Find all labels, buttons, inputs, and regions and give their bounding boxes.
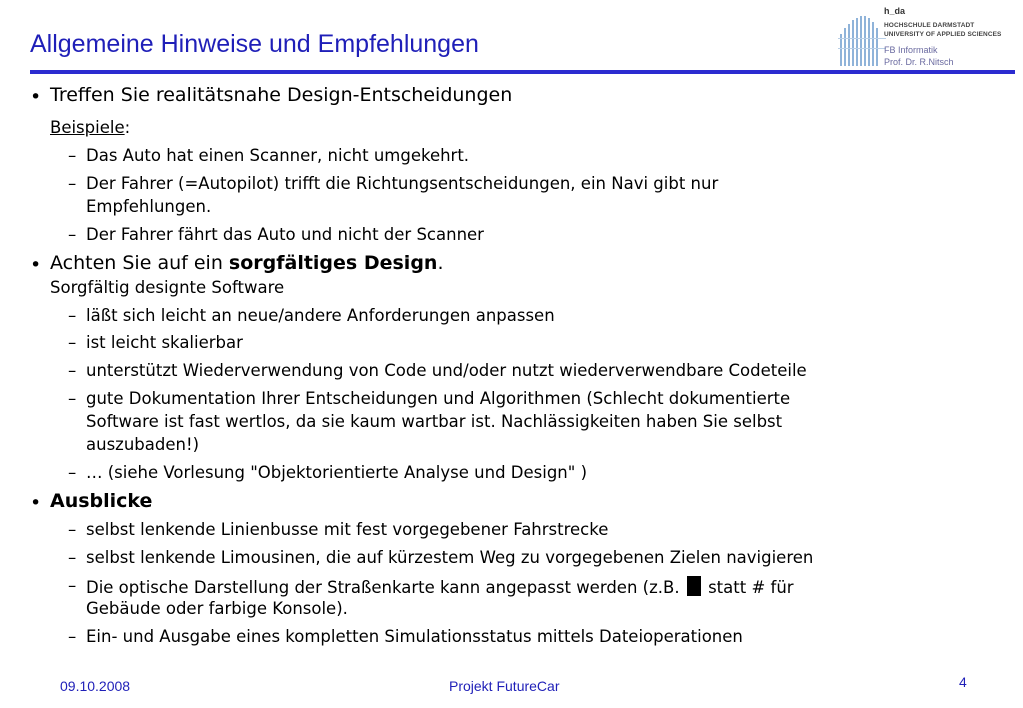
list-item: selbst lenkende Limousinen, die auf kürzestem Weg zu vorgegebenen Zielen navigieren bbox=[86, 548, 814, 567]
list-item: … (siehe Vorlesung "Objektorientierte Analyse und Design" ) bbox=[86, 463, 588, 482]
example-label-text: Beispiele bbox=[50, 118, 125, 137]
list-item: gute Dokumentation Ihrer Entscheidungen und Algorithmen (Schlecht dokumentierte bbox=[86, 389, 791, 408]
logo-department: FB Informatik bbox=[884, 45, 938, 55]
list-item-continuation: Gebäude oder farbige Konsole). bbox=[86, 599, 348, 618]
dash-marker: – bbox=[68, 520, 77, 539]
title-divider bbox=[30, 70, 1015, 74]
example-colon: : bbox=[124, 118, 131, 137]
list-item: Das Auto hat einen Scanner, nicht umgekehrt. bbox=[86, 146, 470, 165]
list-item: selbst lenkende Linienbusse mit fest vorgegebener Fahrstrecke bbox=[86, 520, 609, 539]
example-label bbox=[50, 118, 130, 137]
logo-line-2: UNIVERSITY OF APPLIED SCIENCES bbox=[884, 31, 1002, 38]
list-item: ist leicht skalierbar bbox=[86, 333, 243, 352]
logo-short-name: h_da bbox=[884, 6, 906, 16]
dash-marker: – bbox=[68, 576, 77, 595]
dash-marker: – bbox=[68, 548, 77, 567]
university-logo-icon bbox=[838, 14, 886, 68]
logo-line-1: HOCHSCHULE DARMSTADT bbox=[884, 22, 975, 29]
dash-marker: – bbox=[68, 306, 77, 325]
bullet-2-text bbox=[50, 252, 444, 274]
list-item-continuation: Empfehlungen. bbox=[86, 197, 212, 216]
list-item: läßt sich leicht an neue/andere Anforderungen anpassen bbox=[86, 306, 555, 325]
dash-marker: – bbox=[68, 463, 77, 482]
block-glyph-icon bbox=[687, 576, 701, 596]
bullet-2-subtitle: Sorgfältig designte Software bbox=[50, 278, 285, 297]
footer-project: Projekt FutureCar bbox=[449, 678, 560, 694]
list-item: Der Fahrer fährt das Auto und nicht der Scanner bbox=[86, 225, 484, 244]
footer-page-number: 4 bbox=[959, 674, 967, 690]
bullet-marker: • bbox=[30, 86, 42, 108]
bullet-3-text: Ausblicke bbox=[50, 490, 153, 512]
bullet-2-emphasis: sorgfältiges Design bbox=[228, 252, 438, 274]
list-item: unterstützt Wiederverwendung von Code und/oder nutzt wiederverwendbare Codeteile bbox=[86, 361, 807, 380]
list-item: Der Fahrer (=Autopilot) trifft die Richtungsentscheidungen, ein Navi gibt nur bbox=[86, 174, 719, 193]
list-item-continuation: auszubaden!) bbox=[86, 435, 200, 454]
list-item-part: Die optische Darstellung der Straßenkarte kann angepasst werden (z.B. bbox=[86, 578, 680, 597]
dash-marker: – bbox=[68, 225, 77, 244]
dash-marker: – bbox=[68, 333, 77, 352]
list-item-part: statt # für bbox=[708, 578, 794, 597]
bullet-2-suffix: . bbox=[437, 252, 444, 274]
logo-professor: Prof. Dr. R.Nitsch bbox=[884, 57, 954, 67]
dash-marker: – bbox=[68, 361, 77, 380]
bullet-marker: • bbox=[30, 254, 42, 276]
bullet-marker: • bbox=[30, 492, 42, 514]
dash-marker: – bbox=[68, 627, 77, 646]
list-item bbox=[86, 576, 794, 597]
list-item-continuation: Software ist fast wertlos, da sie kaum wartbar ist. Nachlässigkeiten haben Sie selbst bbox=[86, 412, 783, 431]
footer-date: 09.10.2008 bbox=[60, 678, 131, 694]
bullet-1-text: Treffen Sie realitätsnahe Design-Entscheidungen bbox=[50, 84, 513, 106]
list-item: Ein- und Ausgabe eines kompletten Simulationsstatus mittels Dateioperationen bbox=[86, 627, 743, 646]
dash-marker: – bbox=[68, 146, 77, 165]
dash-marker: – bbox=[68, 389, 77, 408]
dash-marker: – bbox=[68, 174, 77, 193]
slide-title: Allgemeine Hinweise und Empfehlungen bbox=[30, 30, 479, 58]
bullet-2-prefix: Achten Sie auf ein bbox=[50, 252, 229, 274]
